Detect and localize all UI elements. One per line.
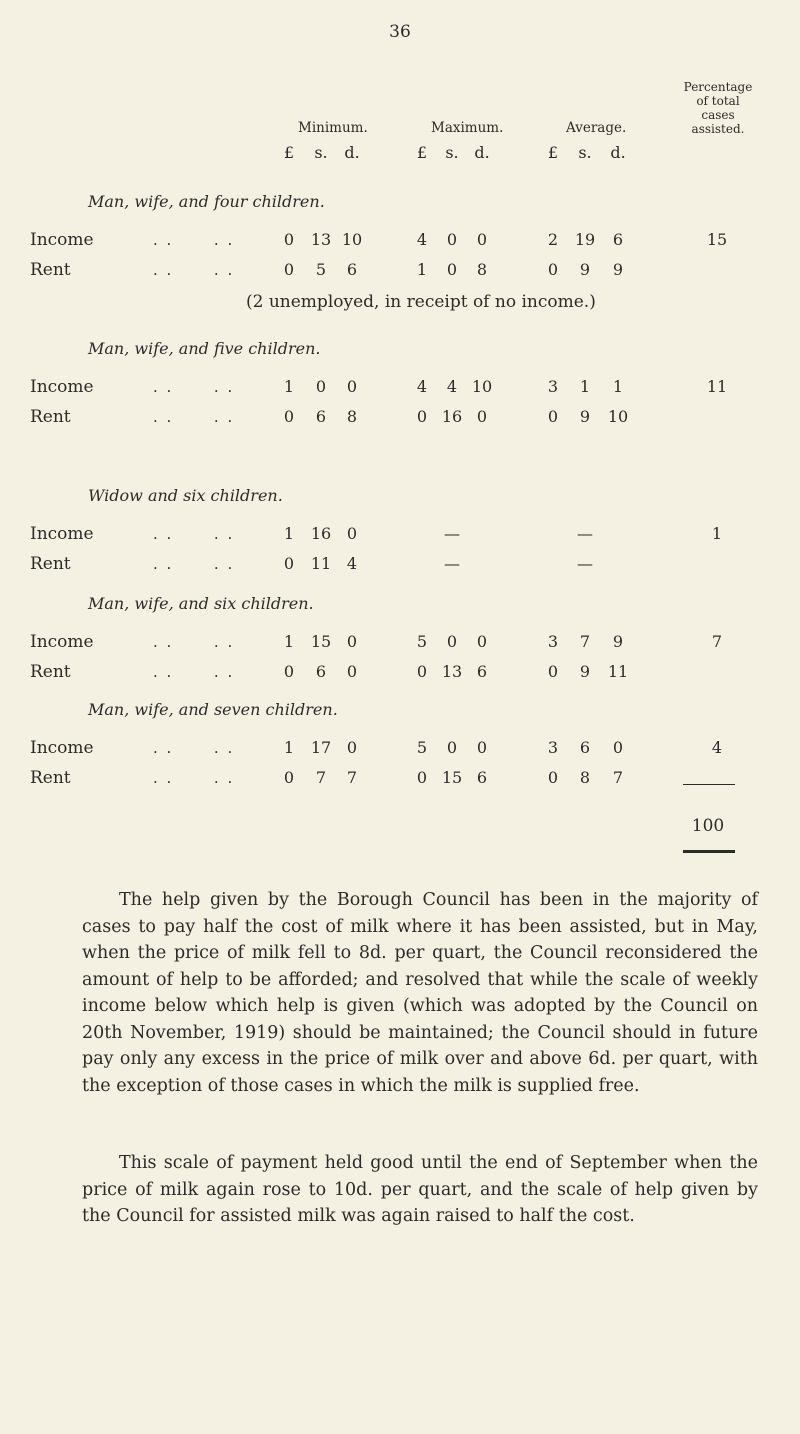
table-cell: 3 — [547, 377, 559, 396]
percentage-cell: 11 — [706, 377, 728, 396]
table-cell: 7 — [315, 768, 327, 787]
paragraph-scale-payment: This scale of payment held good until the end of September when the price of milk again rose to 10d. per quart, and the scale of help given by the Council for assisted milk was again raised to half the cost. — [82, 1153, 758, 1226]
table-cell: 6 — [315, 407, 327, 426]
table-cell: 0 — [315, 377, 327, 396]
table-cell: 9 — [579, 407, 591, 426]
header-maximum: Maximum. — [431, 120, 504, 136]
section-note: (2 unemployed, in receipt of no income.) — [246, 292, 596, 312]
currency-unit: s. — [445, 143, 459, 162]
section-title: Widow and six children. — [88, 486, 283, 505]
table-cell: 19 — [574, 230, 596, 249]
table-cell: 4 — [416, 377, 428, 396]
header-percentage-line: assisted. — [691, 122, 745, 136]
table-cell: 2 — [547, 230, 559, 249]
leader-dots: . . . . — [153, 555, 235, 573]
section-title: Man, wife, and four children. — [88, 192, 325, 211]
currency-unit: s. — [578, 143, 592, 162]
row-label: Rent — [30, 554, 71, 574]
row-label: Rent — [30, 768, 71, 788]
table-cell: 0 — [283, 230, 295, 249]
table-cell: 0 — [446, 632, 458, 651]
table-cell: 1 — [283, 524, 295, 543]
header-average: Average. — [566, 120, 627, 136]
table-cell: 5 — [416, 738, 428, 757]
section-title: Man, wife, and seven children. — [88, 700, 338, 719]
table-cell: 6 — [476, 662, 488, 681]
table-cell: 6 — [579, 738, 591, 757]
currency-unit: s. — [314, 143, 328, 162]
row-label: Rent — [30, 407, 71, 427]
header-percentage-line: Percentage — [683, 80, 753, 94]
table-cell: 7 — [346, 768, 358, 787]
percentage-cell: 4 — [711, 738, 723, 757]
table-cell: 1 — [612, 377, 624, 396]
table-cell: 13 — [310, 230, 332, 249]
row-label: Income — [30, 738, 94, 758]
table-cell: 0 — [446, 738, 458, 757]
table-cell: 0 — [547, 662, 559, 681]
table-cell: 0 — [346, 662, 358, 681]
leader-dots: . . . . — [153, 408, 235, 426]
leader-dots: . . . . — [153, 525, 235, 543]
table-cell: 0 — [346, 632, 358, 651]
table-cell: 5 — [416, 632, 428, 651]
paragraph-milk-help: The help given by the Borough Council has been in the majority of cases to pay half the cost of milk where it has been assisted, but in May, when the price of milk fell to 8d. per quart, the Council reconsidered the amount of help to be afforded; and resolved that while the scale of weekly income below which help is given (which was adopted by the Council on 20th November, 1919) should be maintained; the Council should in future pay only any excess in the price of milk over and above 6d. per quart, with the exception of those cases in which the milk is supplied free. — [82, 890, 758, 1096]
table-cell: — — [444, 524, 460, 543]
percentage-cell: 7 — [711, 632, 723, 651]
table-cell: — — [444, 554, 460, 573]
leader-dots: . . . . — [153, 663, 235, 681]
currency-unit: £ — [547, 143, 559, 162]
table-cell: 15 — [441, 768, 463, 787]
table-cell: 3 — [547, 738, 559, 757]
table-cell: 6 — [476, 768, 488, 787]
table-cell: 0 — [547, 260, 559, 279]
row-label: Income — [30, 230, 94, 250]
table-cell: 4 — [416, 230, 428, 249]
leader-dots: . . . . — [153, 769, 235, 787]
table-cell: 7 — [612, 768, 624, 787]
table-cell: 10 — [607, 407, 629, 426]
table-cell: 9 — [579, 260, 591, 279]
table-cell: 1 — [283, 632, 295, 651]
table-cell: 0 — [416, 407, 428, 426]
table-cell: 0 — [283, 260, 295, 279]
row-label: Income — [30, 524, 94, 544]
table-cell: 0 — [612, 738, 624, 757]
table-cell: 15 — [310, 632, 332, 651]
table-cell: 0 — [446, 260, 458, 279]
leader-dots: . . . . — [153, 231, 235, 249]
table-cell: 1 — [283, 738, 295, 757]
table-cell: 6 — [315, 662, 327, 681]
table-cell: 1 — [579, 377, 591, 396]
table-cell: 5 — [315, 260, 327, 279]
row-label: Income — [30, 377, 94, 397]
table-cell: 11 — [607, 662, 629, 681]
header-percentage-line: cases — [701, 108, 735, 122]
table-cell: 0 — [476, 407, 488, 426]
leader-dots: . . . . — [153, 378, 235, 396]
table-cell: 4 — [446, 377, 458, 396]
table-cell: 7 — [579, 632, 591, 651]
leader-dots: . . . . — [153, 261, 235, 279]
table-cell: 17 — [310, 738, 332, 757]
table-cell: 10 — [471, 377, 493, 396]
table-cell: 8 — [476, 260, 488, 279]
table-cell: — — [577, 554, 593, 573]
table-cell: 1 — [416, 260, 428, 279]
currency-unit: d. — [344, 143, 360, 162]
table-cell: 0 — [346, 738, 358, 757]
table-cell: 0 — [283, 768, 295, 787]
currency-unit: d. — [474, 143, 490, 162]
table-cell: 0 — [283, 407, 295, 426]
table-cell: 4 — [346, 554, 358, 573]
section-title: Man, wife, and six children. — [88, 594, 314, 613]
header-minimum: Minimum. — [298, 120, 368, 136]
table-cell: 0 — [476, 230, 488, 249]
table-cell: 10 — [341, 230, 363, 249]
table-cell: 16 — [441, 407, 463, 426]
total-rule-top — [683, 784, 735, 785]
section-title: Man, wife, and five children. — [88, 339, 321, 358]
table-cell: 9 — [579, 662, 591, 681]
header-percentage-line: of total — [696, 94, 740, 108]
total-rule-bottom — [683, 850, 735, 853]
leader-dots: . . . . — [153, 633, 235, 651]
table-cell: 9 — [612, 632, 624, 651]
table-cell: 0 — [476, 738, 488, 757]
percentage-cell: 1 — [711, 524, 723, 543]
table-cell: 8 — [346, 407, 358, 426]
table-cell: 11 — [310, 554, 332, 573]
table-cell: 1 — [283, 377, 295, 396]
row-label: Income — [30, 632, 94, 652]
percentage-cell: 15 — [706, 230, 728, 249]
table-cell: 0 — [547, 407, 559, 426]
table-cell: — — [577, 524, 593, 543]
total-percentage: 100 — [691, 816, 725, 836]
table-cell: 0 — [346, 524, 358, 543]
table-cell: 13 — [441, 662, 463, 681]
row-label: Rent — [30, 662, 71, 682]
table-cell: 9 — [612, 260, 624, 279]
table-cell: 0 — [416, 662, 428, 681]
table-cell: 6 — [346, 260, 358, 279]
leader-dots: . . . . — [153, 739, 235, 757]
table-cell: 6 — [612, 230, 624, 249]
page-number: 36 — [389, 22, 411, 42]
table-cell: 0 — [283, 662, 295, 681]
table-cell: 16 — [310, 524, 332, 543]
table-cell: 8 — [579, 768, 591, 787]
currency-unit: £ — [416, 143, 428, 162]
table-cell: 0 — [346, 377, 358, 396]
row-label: Rent — [30, 260, 71, 280]
table-cell: 0 — [547, 768, 559, 787]
table-cell: 0 — [283, 554, 295, 573]
table-cell: 0 — [476, 632, 488, 651]
currency-unit: d. — [610, 143, 626, 162]
currency-unit: £ — [283, 143, 295, 162]
header-percentage — [668, 80, 768, 136]
table-cell: 0 — [446, 230, 458, 249]
table-cell: 0 — [416, 768, 428, 787]
table-cell: 3 — [547, 632, 559, 651]
